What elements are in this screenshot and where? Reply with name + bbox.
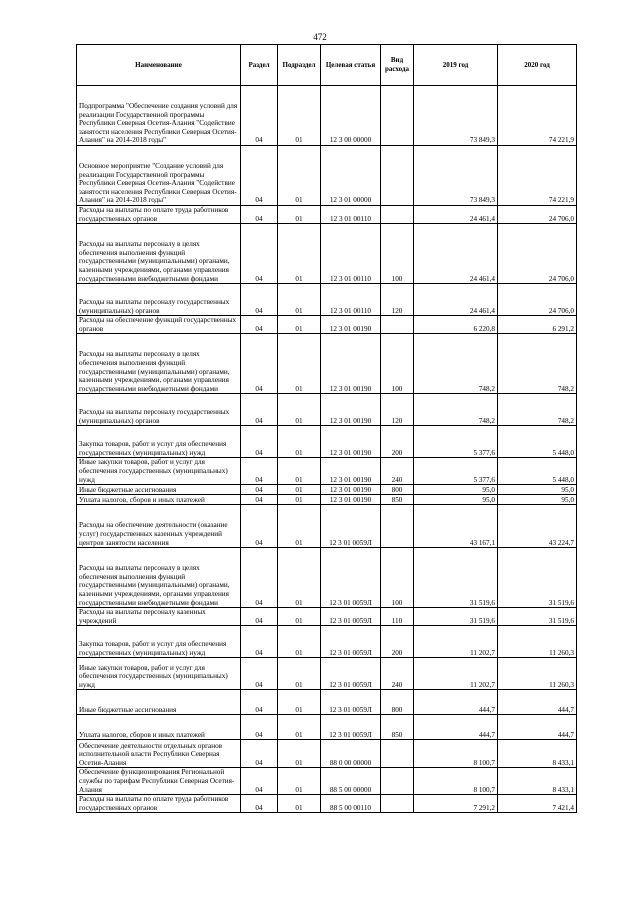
- table-row: [77, 224, 577, 284]
- row-type: 850: [381, 715, 414, 740]
- table-row: [77, 548, 577, 608]
- row-name: Обеспечение деятельности отдельных органов исполнительной власти Республики Северная Осетия-Алания: [77, 740, 241, 768]
- row-type: [381, 86, 414, 146]
- row-target: 12 3 01 0059Л: [321, 505, 381, 548]
- row-subsection: 01: [278, 284, 321, 316]
- row-2020: 5 448,0: [498, 458, 577, 485]
- row-target: 12 3 01 00190: [321, 316, 381, 334]
- row-name: Расходы на выплаты по оплате труда работников государственных органов: [77, 795, 241, 813]
- row-2020: 6 291,2: [498, 316, 577, 334]
- row-target: 88 5 00 00000: [321, 768, 381, 795]
- row-name: Закупка товаров, работ и услуг для обеспечения государственных (муниципальных) нужд: [77, 626, 241, 658]
- header-exp-type: Вид расхода: [381, 45, 414, 86]
- row-2020: 748,2: [498, 394, 577, 426]
- row-target: 12 3 01 00190: [321, 458, 381, 485]
- header-subsection: Подраздел: [278, 45, 321, 86]
- row-2020: 444,7: [498, 715, 577, 740]
- row-name: Расходы на обеспечение функций государственных органов: [77, 316, 241, 334]
- header-2020: 2020 год: [498, 45, 577, 86]
- row-2019: 7 291,2: [414, 795, 498, 813]
- row-subsection: 01: [278, 394, 321, 426]
- table-row: [77, 768, 577, 795]
- row-2020: 444,7: [498, 690, 577, 715]
- row-type: 100: [381, 224, 414, 284]
- row-subsection: 01: [278, 548, 321, 608]
- row-type: [381, 740, 414, 768]
- table-row: [77, 495, 577, 505]
- row-target: 12 3 01 0059Л: [321, 658, 381, 690]
- row-target: 12 3 01 00190: [321, 394, 381, 426]
- row-type: 200: [381, 426, 414, 458]
- row-type: 110: [381, 608, 414, 626]
- table-row: [77, 715, 577, 740]
- row-2020: 8 433,1: [498, 768, 577, 795]
- row-2020: 24 706,0: [498, 206, 577, 224]
- row-type: 100: [381, 334, 414, 394]
- row-2019: 8 100,7: [414, 740, 498, 768]
- row-name: Расходы на обеспечение деятельности (оказание услуг) государственных казенных учреждений центров занятости населения: [77, 505, 241, 548]
- row-target: 12 3 01 0059Л: [321, 626, 381, 658]
- row-type: 850: [381, 495, 414, 505]
- row-target: 12 3 01 0059Л: [321, 608, 381, 626]
- row-name: Уплата налогов, сборов и иных платежей: [77, 715, 241, 740]
- row-subsection: 01: [278, 505, 321, 548]
- row-2019: 73 849,3: [414, 86, 498, 146]
- row-2020: 24 706,0: [498, 284, 577, 316]
- header-target: Целевая статья: [321, 45, 381, 86]
- row-subsection: 01: [278, 86, 321, 146]
- row-name: Иные закупки товаров, работ и услуг для обеспечения государственных (муниципальных) нужд: [77, 658, 241, 690]
- table-header-row: [77, 45, 577, 86]
- row-target: 12 3 01 00110: [321, 206, 381, 224]
- row-name: Расходы на выплаты персоналу в целях обеспечения выполнения функций государственными (муниципальными) органами, казенными учреждениями, органами управления государственными внебюджетными фондами: [77, 548, 241, 608]
- row-2020: 74 221,9: [498, 86, 577, 146]
- row-section: 04: [241, 505, 278, 548]
- row-type: 120: [381, 394, 414, 426]
- row-2019: 6 220,8: [414, 316, 498, 334]
- row-subsection: 01: [278, 608, 321, 626]
- row-2019: 11 202,7: [414, 658, 498, 690]
- row-2020: 8 433,1: [498, 740, 577, 768]
- row-2020: 43 224,7: [498, 505, 577, 548]
- row-target: 12 3 00 00000: [321, 86, 381, 146]
- row-type: [381, 768, 414, 795]
- row-2019: 5 377,6: [414, 426, 498, 458]
- row-subsection: 01: [278, 316, 321, 334]
- row-2019: 444,7: [414, 690, 498, 715]
- row-section: 04: [241, 795, 278, 813]
- row-name: Иные бюджетные ассигнования: [77, 485, 241, 495]
- row-target: 88 0 00 00000: [321, 740, 381, 768]
- row-type: 800: [381, 485, 414, 495]
- row-target: 12 3 01 0059Л: [321, 715, 381, 740]
- row-name: Закупка товаров, работ и услуг для обеспечения государственных (муниципальных) нужд: [77, 426, 241, 458]
- row-2019: 95,0: [414, 495, 498, 505]
- row-2020: 11 260,3: [498, 626, 577, 658]
- row-subsection: 01: [278, 740, 321, 768]
- row-subsection: 01: [278, 658, 321, 690]
- table-row: [77, 458, 577, 485]
- row-2019: 31 519,6: [414, 608, 498, 626]
- table-row: [77, 690, 577, 715]
- row-subsection: 01: [278, 768, 321, 795]
- row-target: 12 3 01 00190: [321, 495, 381, 505]
- row-target: 12 3 01 00000: [321, 146, 381, 206]
- row-name: Расходы на выплаты персоналу государственных (муниципальных) органов: [77, 284, 241, 316]
- row-2020: 95,0: [498, 485, 577, 495]
- row-2019: 444,7: [414, 715, 498, 740]
- row-2020: 24 706,0: [498, 224, 577, 284]
- row-type: [381, 206, 414, 224]
- header-section: Раздел: [241, 45, 278, 86]
- row-2019: 24 461,4: [414, 206, 498, 224]
- row-type: [381, 146, 414, 206]
- row-2020: 31 519,6: [498, 548, 577, 608]
- row-subsection: 01: [278, 334, 321, 394]
- row-subsection: 01: [278, 690, 321, 715]
- row-2019: 5 377,6: [414, 458, 498, 485]
- row-section: 04: [241, 206, 278, 224]
- row-2020: 31 519,6: [498, 608, 577, 626]
- table-row: [77, 608, 577, 626]
- row-name: Иные закупки товаров, работ и услуг для обеспечения государственных (муниципальных) нужд: [77, 458, 241, 485]
- row-type: [381, 316, 414, 334]
- row-subsection: 01: [278, 146, 321, 206]
- table-row: [77, 505, 577, 548]
- row-subsection: 01: [278, 485, 321, 495]
- row-2020: 11 260,3: [498, 658, 577, 690]
- row-type: [381, 795, 414, 813]
- header-2019: 2019 год: [414, 45, 498, 86]
- row-type: 100: [381, 548, 414, 608]
- row-name: Основное мероприятие "Создание условий для реализации Государственной программы Республики Северная Осетия-Алания "Содействие занятости населения Республики Северная Осетия-Алания" на 2014-2018 годы": [77, 146, 241, 206]
- row-target: 88 5 00 00110: [321, 795, 381, 813]
- row-target: 12 3 01 00110: [321, 284, 381, 316]
- page-number: 472: [313, 32, 327, 42]
- table-row: [77, 485, 577, 495]
- row-target: 12 3 01 00190: [321, 334, 381, 394]
- row-2020: 748,2: [498, 334, 577, 394]
- row-section: 04: [241, 284, 278, 316]
- table-row: [77, 626, 577, 658]
- row-2020: 5 448,0: [498, 426, 577, 458]
- table-row: [77, 795, 577, 813]
- row-section: 04: [241, 495, 278, 505]
- table-row: [77, 284, 577, 316]
- table-row: [77, 316, 577, 334]
- table-row: [77, 146, 577, 206]
- row-subsection: 01: [278, 795, 321, 813]
- row-section: 04: [241, 715, 278, 740]
- row-2019: 95,0: [414, 485, 498, 495]
- row-target: 12 3 01 00190: [321, 426, 381, 458]
- row-section: 04: [241, 146, 278, 206]
- table-row: [77, 658, 577, 690]
- row-2020: 7 421,4: [498, 795, 577, 813]
- row-2019: 73 849,3: [414, 146, 498, 206]
- table-row: [77, 86, 577, 146]
- row-section: 04: [241, 316, 278, 334]
- row-section: 04: [241, 608, 278, 626]
- row-2019: 748,2: [414, 334, 498, 394]
- table-row: [77, 740, 577, 768]
- row-2019: 748,2: [414, 394, 498, 426]
- row-type: [381, 505, 414, 548]
- row-name: Расходы на выплаты персоналу казенных учреждений: [77, 608, 241, 626]
- row-subsection: 01: [278, 715, 321, 740]
- row-target: 12 3 01 00190: [321, 485, 381, 495]
- row-section: 04: [241, 626, 278, 658]
- row-name: Расходы на выплаты персоналу в целях обеспечения выполнения функций государственными (муниципальными) органами, казенными учреждениями, органами управления государственными внебюджетными фондами: [77, 224, 241, 284]
- row-type: 800: [381, 690, 414, 715]
- row-section: 04: [241, 86, 278, 146]
- row-subsection: 01: [278, 426, 321, 458]
- row-type: 240: [381, 658, 414, 690]
- table-row: [77, 206, 577, 224]
- row-section: 04: [241, 768, 278, 795]
- row-2019: 8 100,7: [414, 768, 498, 795]
- row-subsection: 01: [278, 224, 321, 284]
- row-subsection: 01: [278, 458, 321, 485]
- row-2020: 74 221,9: [498, 146, 577, 206]
- row-subsection: 01: [278, 626, 321, 658]
- row-section: 04: [241, 548, 278, 608]
- row-2019: 24 461,4: [414, 224, 498, 284]
- row-section: 04: [241, 394, 278, 426]
- row-name: Обеспечение функционирования Региональной службы по тарифам Республики Северная Осетия-Алания: [77, 768, 241, 795]
- row-section: 04: [241, 485, 278, 495]
- row-2019: 31 519,6: [414, 548, 498, 608]
- row-target: 12 3 01 0059Л: [321, 690, 381, 715]
- row-name: Иные бюджетные ассигнования: [77, 690, 241, 715]
- row-type: 240: [381, 458, 414, 485]
- row-subsection: 01: [278, 495, 321, 505]
- budget-table: [76, 44, 577, 813]
- table-row: [77, 334, 577, 394]
- row-2020: 95,0: [498, 495, 577, 505]
- row-name: Расходы на выплаты по оплате труда работников государственных органов: [77, 206, 241, 224]
- row-2019: 24 461,4: [414, 284, 498, 316]
- row-section: 04: [241, 658, 278, 690]
- row-2019: 43 167,1: [414, 505, 498, 548]
- row-section: 04: [241, 740, 278, 768]
- row-name: Уплата налогов, сборов и иных платежей: [77, 495, 241, 505]
- row-name: Расходы на выплаты персоналу государственных (муниципальных) органов: [77, 394, 241, 426]
- row-target: 12 3 01 0059Л: [321, 548, 381, 608]
- header-name: Наименование: [77, 45, 241, 86]
- row-section: 04: [241, 334, 278, 394]
- row-type: 200: [381, 626, 414, 658]
- table-row: [77, 394, 577, 426]
- row-name: Подпрограмма "Обеспечение создания условий для реализации Государственной программы Республики Северная Осетия-Алания "Содействие занятости населения Республики Северная Осетия-Алания" на 2014-2018 годы": [77, 86, 241, 146]
- table-row: [77, 426, 577, 458]
- row-target: 12 3 01 00110: [321, 224, 381, 284]
- row-section: 04: [241, 690, 278, 715]
- row-type: 120: [381, 284, 414, 316]
- row-subsection: 01: [278, 206, 321, 224]
- row-section: 04: [241, 224, 278, 284]
- row-name: Расходы на выплаты персоналу в целях обеспечения выполнения функций государственными (муниципальными) органами, казенными учреждениями, органами управления государственными внебюджетными фондами: [77, 334, 241, 394]
- row-section: 04: [241, 426, 278, 458]
- row-section: 04: [241, 458, 278, 485]
- row-2019: 11 202,7: [414, 626, 498, 658]
